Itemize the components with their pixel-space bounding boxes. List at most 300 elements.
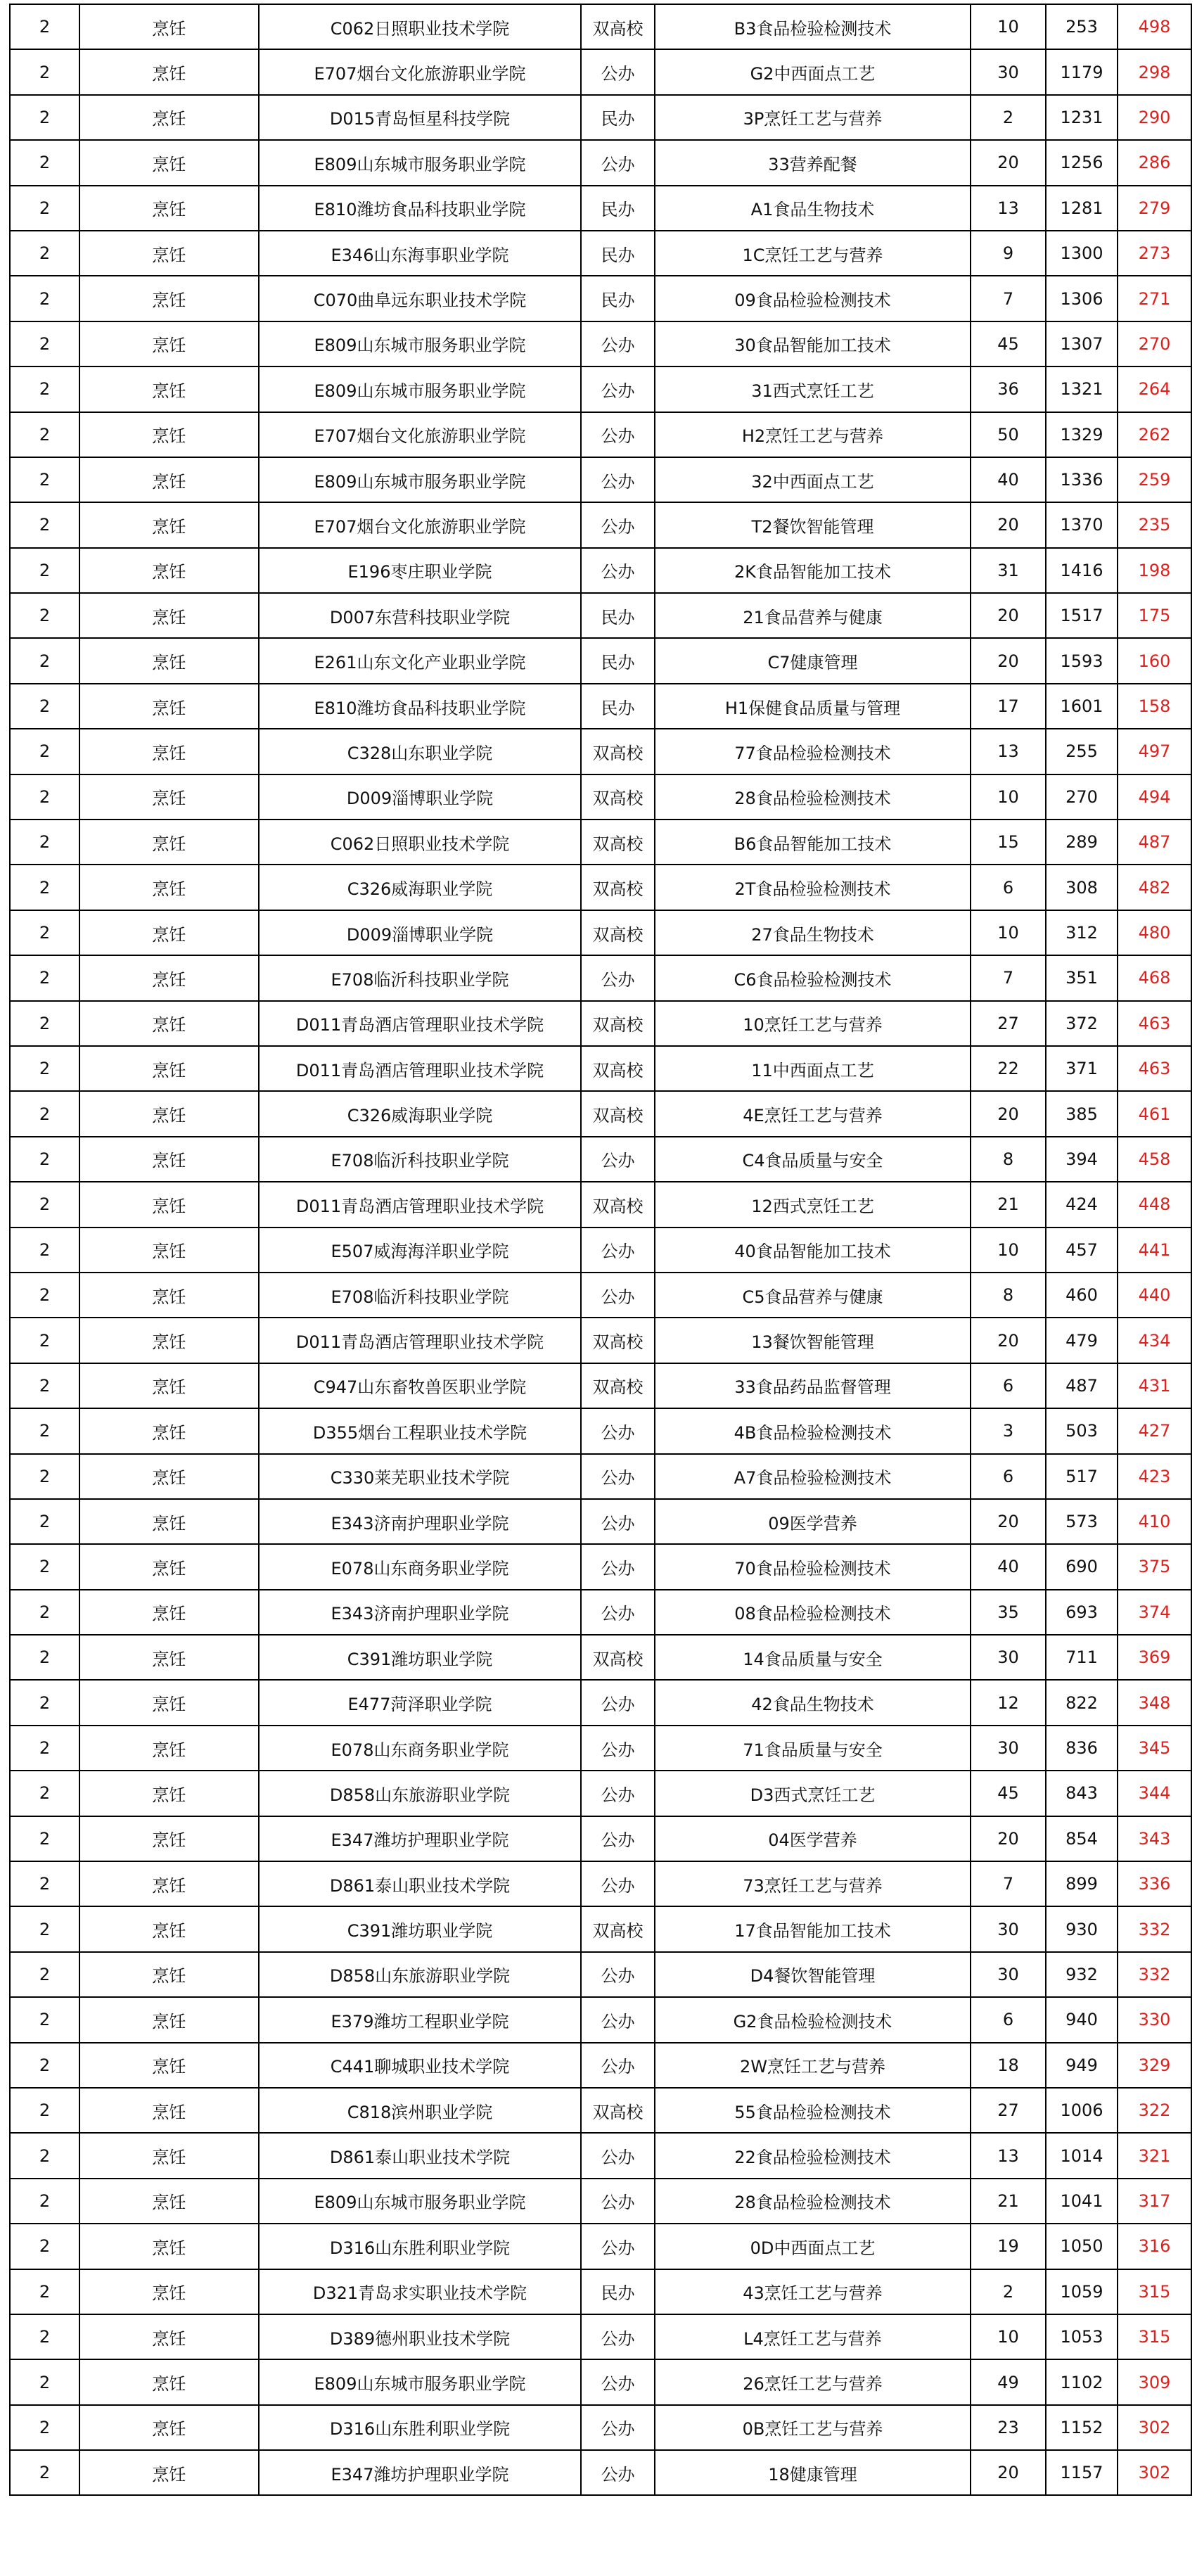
category-cell: 烹饪 <box>79 1091 259 1136</box>
score-cell: 332 <box>1118 1906 1191 1951</box>
batch-cell: 2 <box>10 1137 79 1182</box>
major-cell: 2T食品检验检测技术 <box>655 865 971 910</box>
major-cell: H1保健食品质量与管理 <box>655 684 971 729</box>
category-cell: 烹饪 <box>79 2269 259 2314</box>
rank-cell: 385 <box>1046 1091 1118 1136</box>
rank-cell: 1307 <box>1046 321 1118 366</box>
batch-cell: 2 <box>10 502 79 547</box>
major-cell: D4餐饮智能管理 <box>655 1952 971 1997</box>
table-row <box>10 2224 1191 2269</box>
table-row <box>10 1816 1191 1861</box>
major-cell: 09食品检验检测技术 <box>655 276 971 321</box>
plan-count-cell: 20 <box>971 502 1046 547</box>
rank-cell: 1300 <box>1046 231 1118 276</box>
rank-cell: 253 <box>1046 4 1118 49</box>
category-cell: 烹饪 <box>79 457 259 502</box>
category-cell: 烹饪 <box>79 2179 259 2224</box>
school-type-cell: 民办 <box>581 638 655 683</box>
rank-cell: 843 <box>1046 1771 1118 1816</box>
table-row <box>10 95 1191 140</box>
major-cell: 0B烹饪工艺与营养 <box>655 2405 971 2450</box>
table-row <box>10 2450 1191 2495</box>
category-cell: 烹饪 <box>79 2314 259 2359</box>
school-cell: E343济南护理职业学院 <box>259 1590 581 1635</box>
score-cell: 158 <box>1118 684 1191 729</box>
school-type-cell: 公办 <box>581 1499 655 1544</box>
school-type-cell: 公办 <box>581 1861 655 1906</box>
major-cell: 2W烹饪工艺与营养 <box>655 2043 971 2088</box>
school-type-cell: 公办 <box>581 1228 655 1273</box>
rank-cell: 1006 <box>1046 2088 1118 2133</box>
category-cell: 烹饪 <box>79 684 259 729</box>
rank-cell: 690 <box>1046 1544 1118 1589</box>
plan-count-cell: 7 <box>971 276 1046 321</box>
category-cell: 烹饪 <box>79 2359 259 2404</box>
plan-count-cell: 50 <box>971 412 1046 457</box>
plan-count-cell: 21 <box>971 2179 1046 2224</box>
rank-cell: 1231 <box>1046 95 1118 140</box>
batch-cell: 2 <box>10 2359 79 2404</box>
plan-count-cell: 45 <box>971 321 1046 366</box>
school-cell: D011青岛酒店管理职业技术学院 <box>259 1046 581 1091</box>
major-cell: 13餐饮智能管理 <box>655 1318 971 1363</box>
table-row <box>10 276 1191 321</box>
school-type-cell: 公办 <box>581 2359 655 2404</box>
rank-cell: 1041 <box>1046 2179 1118 2224</box>
category-cell: 烹饪 <box>79 1906 259 1951</box>
category-cell: 烹饪 <box>79 1273 259 1318</box>
school-cell: D316山东胜利职业学院 <box>259 2224 581 2269</box>
major-cell: 12西式烹饪工艺 <box>655 1182 971 1227</box>
school-type-cell: 公办 <box>581 1771 655 1816</box>
batch-cell: 2 <box>10 1997 79 2042</box>
major-cell: 09医学营养 <box>655 1499 971 1544</box>
plan-count-cell: 10 <box>971 1228 1046 1273</box>
batch-cell: 2 <box>10 1952 79 1997</box>
plan-count-cell: 30 <box>971 49 1046 94</box>
plan-count-cell: 17 <box>971 684 1046 729</box>
school-type-cell: 民办 <box>581 186 655 231</box>
plan-count-cell: 9 <box>971 231 1046 276</box>
batch-cell: 2 <box>10 1228 79 1273</box>
major-cell: C4食品质量与安全 <box>655 1137 971 1182</box>
major-cell: 30食品智能加工技术 <box>655 321 971 366</box>
table-row <box>10 49 1191 94</box>
score-cell: 458 <box>1118 1137 1191 1182</box>
batch-cell: 2 <box>10 366 79 412</box>
table-row <box>10 2179 1191 2224</box>
school-cell: E707烟台文化旅游职业学院 <box>259 49 581 94</box>
category-cell: 烹饪 <box>79 502 259 547</box>
school-type-cell: 双高校 <box>581 1046 655 1091</box>
school-cell: D011青岛酒店管理职业技术学院 <box>259 1001 581 1046</box>
category-cell: 烹饪 <box>79 1771 259 1816</box>
school-type-cell: 双高校 <box>581 729 655 774</box>
batch-cell: 2 <box>10 2224 79 2269</box>
category-cell: 烹饪 <box>79 1408 259 1453</box>
batch-cell: 2 <box>10 4 79 49</box>
school-cell: D389德州职业技术学院 <box>259 2314 581 2359</box>
batch-cell: 2 <box>10 1861 79 1906</box>
score-cell: 480 <box>1118 910 1191 955</box>
category-cell: 烹饪 <box>79 955 259 1000</box>
plan-count-cell: 31 <box>971 548 1046 593</box>
table-row <box>10 1046 1191 1091</box>
plan-count-cell: 30 <box>971 1952 1046 1997</box>
rank-cell: 854 <box>1046 1816 1118 1861</box>
school-cell: D861泰山职业技术学院 <box>259 1861 581 1906</box>
batch-cell: 2 <box>10 457 79 502</box>
school-type-cell: 公办 <box>581 2405 655 2450</box>
rank-cell: 517 <box>1046 1454 1118 1499</box>
rank-cell: 1050 <box>1046 2224 1118 2269</box>
major-cell: 71食品质量与安全 <box>655 1726 971 1771</box>
major-cell: 33食品药品监督管理 <box>655 1363 971 1408</box>
batch-cell: 2 <box>10 1590 79 1635</box>
rank-cell: 693 <box>1046 1590 1118 1635</box>
table-row <box>10 1635 1191 1680</box>
table-row <box>10 1590 1191 1635</box>
score-cell: 262 <box>1118 412 1191 457</box>
rank-cell: 1593 <box>1046 638 1118 683</box>
major-cell: 21食品营养与健康 <box>655 593 971 638</box>
category-cell: 烹饪 <box>79 1228 259 1273</box>
table-row <box>10 457 1191 502</box>
category-cell: 烹饪 <box>79 1544 259 1589</box>
batch-cell: 2 <box>10 1771 79 1816</box>
table-row <box>10 820 1191 865</box>
score-cell: 321 <box>1118 2133 1191 2178</box>
rank-cell: 822 <box>1046 1680 1118 1725</box>
rank-cell: 1152 <box>1046 2405 1118 2450</box>
rank-cell: 1281 <box>1046 186 1118 231</box>
rank-cell: 371 <box>1046 1046 1118 1091</box>
school-type-cell: 民办 <box>581 276 655 321</box>
category-cell: 烹饪 <box>79 1952 259 1997</box>
table-row <box>10 4 1191 49</box>
major-cell: C6食品检验检测技术 <box>655 955 971 1000</box>
major-cell: 73烹饪工艺与营养 <box>655 1861 971 1906</box>
batch-cell: 2 <box>10 1091 79 1136</box>
school-cell: C818滨州职业学院 <box>259 2088 581 2133</box>
plan-count-cell: 6 <box>971 1454 1046 1499</box>
plan-count-cell: 30 <box>971 1726 1046 1771</box>
rank-cell: 1601 <box>1046 684 1118 729</box>
category-cell: 烹饪 <box>79 95 259 140</box>
school-cell: E708临沂科技职业学院 <box>259 1273 581 1318</box>
score-cell: 487 <box>1118 820 1191 865</box>
batch-cell: 2 <box>10 1816 79 1861</box>
major-cell: T2餐饮智能管理 <box>655 502 971 547</box>
school-cell: C070曲阜远东职业技术学院 <box>259 276 581 321</box>
score-cell: 271 <box>1118 276 1191 321</box>
category-cell: 烹饪 <box>79 1182 259 1227</box>
plan-count-cell: 20 <box>971 2450 1046 2495</box>
major-cell: B3食品检验检测技术 <box>655 4 971 49</box>
major-cell: C5食品营养与健康 <box>655 1273 971 1318</box>
major-cell: 55食品检验检测技术 <box>655 2088 971 2133</box>
category-cell: 烹饪 <box>79 1816 259 1861</box>
school-cell: D009淄博职业学院 <box>259 774 581 820</box>
plan-count-cell: 20 <box>971 1816 1046 1861</box>
plan-count-cell: 6 <box>971 1363 1046 1408</box>
table-row <box>10 1726 1191 1771</box>
table-row <box>10 1952 1191 1997</box>
batch-cell: 2 <box>10 1318 79 1363</box>
score-cell: 290 <box>1118 95 1191 140</box>
category-cell: 烹饪 <box>79 1680 259 1725</box>
category-cell: 烹饪 <box>79 2043 259 2088</box>
major-cell: D3西式烹饪工艺 <box>655 1771 971 1816</box>
table-row <box>10 1091 1191 1136</box>
school-cell: E708临沂科技职业学院 <box>259 955 581 1000</box>
plan-count-cell: 49 <box>971 2359 1046 2404</box>
score-cell: 348 <box>1118 1680 1191 1725</box>
score-cell: 309 <box>1118 2359 1191 2404</box>
category-cell: 烹饪 <box>79 910 259 955</box>
major-cell: 10烹饪工艺与营养 <box>655 1001 971 1046</box>
school-cell: E809山东城市服务职业学院 <box>259 140 581 185</box>
major-cell: L4烹饪工艺与营养 <box>655 2314 971 2359</box>
plan-count-cell: 13 <box>971 2133 1046 2178</box>
batch-cell: 2 <box>10 1046 79 1091</box>
school-type-cell: 双高校 <box>581 1363 655 1408</box>
plan-count-cell: 8 <box>971 1137 1046 1182</box>
table-row <box>10 774 1191 820</box>
table-row <box>10 2088 1191 2133</box>
table-row <box>10 2359 1191 2404</box>
category-cell: 烹饪 <box>79 638 259 683</box>
school-cell: E477菏泽职业学院 <box>259 1680 581 1725</box>
table-row <box>10 1906 1191 1951</box>
admission-table <box>9 4 1192 2496</box>
table-row <box>10 1454 1191 1499</box>
major-cell: 40食品智能加工技术 <box>655 1228 971 1273</box>
school-cell: D316山东胜利职业学院 <box>259 2405 581 2450</box>
major-cell: 08食品检验检测技术 <box>655 1590 971 1635</box>
batch-cell: 2 <box>10 1635 79 1680</box>
batch-cell: 2 <box>10 2088 79 2133</box>
rank-cell: 1416 <box>1046 548 1118 593</box>
score-cell: 375 <box>1118 1544 1191 1589</box>
rank-cell: 424 <box>1046 1182 1118 1227</box>
plan-count-cell: 2 <box>971 95 1046 140</box>
school-cell: C326威海职业学院 <box>259 865 581 910</box>
school-cell: E379潍坊工程职业学院 <box>259 1997 581 2042</box>
table-row <box>10 1997 1191 2042</box>
table-row <box>10 1182 1191 1227</box>
school-type-cell: 双高校 <box>581 4 655 49</box>
table-row <box>10 140 1191 185</box>
batch-cell: 2 <box>10 1499 79 1544</box>
major-cell: 17食品智能加工技术 <box>655 1906 971 1951</box>
score-cell: 175 <box>1118 593 1191 638</box>
school-type-cell: 双高校 <box>581 1318 655 1363</box>
category-cell: 烹饪 <box>79 1454 259 1499</box>
table-row <box>10 1318 1191 1363</box>
rank-cell: 270 <box>1046 774 1118 820</box>
batch-cell: 2 <box>10 2314 79 2359</box>
batch-cell: 2 <box>10 865 79 910</box>
batch-cell: 2 <box>10 1906 79 1951</box>
school-cell: E809山东城市服务职业学院 <box>259 2359 581 2404</box>
batch-cell: 2 <box>10 1001 79 1046</box>
school-cell: D355烟台工程职业技术学院 <box>259 1408 581 1453</box>
category-cell: 烹饪 <box>79 729 259 774</box>
score-cell: 345 <box>1118 1726 1191 1771</box>
major-cell: 31西式烹饪工艺 <box>655 366 971 412</box>
score-cell: 316 <box>1118 2224 1191 2269</box>
table-row <box>10 1861 1191 1906</box>
major-cell: 18健康管理 <box>655 2450 971 2495</box>
major-cell: 27食品生物技术 <box>655 910 971 955</box>
score-cell: 259 <box>1118 457 1191 502</box>
school-type-cell: 公办 <box>581 2179 655 2224</box>
score-cell: 317 <box>1118 2179 1191 2224</box>
category-cell: 烹饪 <box>79 366 259 412</box>
school-cell: E343济南护理职业学院 <box>259 1499 581 1544</box>
rank-cell: 372 <box>1046 1001 1118 1046</box>
school-type-cell: 双高校 <box>581 2088 655 2133</box>
score-cell: 410 <box>1118 1499 1191 1544</box>
table-row <box>10 1273 1191 1318</box>
school-type-cell: 公办 <box>581 2224 655 2269</box>
table-row <box>10 2314 1191 2359</box>
school-type-cell: 双高校 <box>581 1182 655 1227</box>
major-cell: 26烹饪工艺与营养 <box>655 2359 971 2404</box>
category-cell: 烹饪 <box>79 4 259 49</box>
score-cell: 494 <box>1118 774 1191 820</box>
category-cell: 烹饪 <box>79 593 259 638</box>
plan-count-cell: 30 <box>971 1635 1046 1680</box>
batch-cell: 2 <box>10 412 79 457</box>
score-cell: 482 <box>1118 865 1191 910</box>
table-row <box>10 593 1191 638</box>
school-type-cell: 民办 <box>581 231 655 276</box>
major-cell: 77食品检验检测技术 <box>655 729 971 774</box>
rank-cell: 460 <box>1046 1273 1118 1318</box>
score-cell: 468 <box>1118 955 1191 1000</box>
score-cell: 330 <box>1118 1997 1191 2042</box>
school-type-cell: 公办 <box>581 2314 655 2359</box>
table-row <box>10 1680 1191 1725</box>
school-cell: E346山东海事职业学院 <box>259 231 581 276</box>
table-row <box>10 186 1191 231</box>
category-cell: 烹饪 <box>79 548 259 593</box>
school-type-cell: 公办 <box>581 1952 655 1997</box>
major-cell: C7健康管理 <box>655 638 971 683</box>
batch-cell: 2 <box>10 1454 79 1499</box>
school-type-cell: 公办 <box>581 2450 655 2495</box>
school-type-cell: 公办 <box>581 955 655 1000</box>
batch-cell: 2 <box>10 638 79 683</box>
rank-cell: 1336 <box>1046 457 1118 502</box>
plan-count-cell: 10 <box>971 910 1046 955</box>
school-cell: D858山东旅游职业学院 <box>259 1771 581 1816</box>
table-row <box>10 231 1191 276</box>
score-cell: 332 <box>1118 1952 1191 1997</box>
score-cell: 302 <box>1118 2450 1191 2495</box>
major-cell: 4E烹饪工艺与营养 <box>655 1091 971 1136</box>
category-cell: 烹饪 <box>79 231 259 276</box>
table-row <box>10 865 1191 910</box>
school-type-cell: 民办 <box>581 95 655 140</box>
category-cell: 烹饪 <box>79 140 259 185</box>
batch-cell: 2 <box>10 1408 79 1453</box>
school-cell: C326威海职业学院 <box>259 1091 581 1136</box>
batch-cell: 2 <box>10 1680 79 1725</box>
score-cell: 298 <box>1118 49 1191 94</box>
plan-count-cell: 15 <box>971 820 1046 865</box>
plan-count-cell: 19 <box>971 2224 1046 2269</box>
category-cell: 烹饪 <box>79 820 259 865</box>
batch-cell: 2 <box>10 774 79 820</box>
batch-cell: 2 <box>10 1726 79 1771</box>
plan-count-cell: 18 <box>971 2043 1046 2088</box>
plan-count-cell: 10 <box>971 2314 1046 2359</box>
batch-cell: 2 <box>10 955 79 1000</box>
rank-cell: 1179 <box>1046 49 1118 94</box>
school-type-cell: 公办 <box>581 1590 655 1635</box>
batch-cell: 2 <box>10 2179 79 2224</box>
plan-count-cell: 35 <box>971 1590 1046 1635</box>
plan-count-cell: 40 <box>971 1544 1046 1589</box>
score-cell: 329 <box>1118 2043 1191 2088</box>
score-cell: 441 <box>1118 1228 1191 1273</box>
plan-count-cell: 6 <box>971 1997 1046 2042</box>
rank-cell: 308 <box>1046 865 1118 910</box>
school-cell: E809山东城市服务职业学院 <box>259 321 581 366</box>
plan-count-cell: 36 <box>971 366 1046 412</box>
school-type-cell: 双高校 <box>581 910 655 955</box>
school-type-cell: 公办 <box>581 2133 655 2178</box>
score-cell: 369 <box>1118 1635 1191 1680</box>
school-cell: C947山东畜牧兽医职业学院 <box>259 1363 581 1408</box>
rank-cell: 836 <box>1046 1726 1118 1771</box>
category-cell: 烹饪 <box>79 865 259 910</box>
school-type-cell: 民办 <box>581 684 655 729</box>
major-cell: 43烹饪工艺与营养 <box>655 2269 971 2314</box>
school-type-cell: 双高校 <box>581 1635 655 1680</box>
plan-count-cell: 20 <box>971 593 1046 638</box>
rank-cell: 1157 <box>1046 2450 1118 2495</box>
score-cell: 286 <box>1118 140 1191 185</box>
table-row <box>10 638 1191 683</box>
category-cell: 烹饪 <box>79 276 259 321</box>
school-cell: E507威海海洋职业学院 <box>259 1228 581 1273</box>
category-cell: 烹饪 <box>79 2133 259 2178</box>
plan-count-cell: 8 <box>971 1273 1046 1318</box>
rank-cell: 711 <box>1046 1635 1118 1680</box>
school-type-cell: 公办 <box>581 2043 655 2088</box>
score-cell: 427 <box>1118 1408 1191 1453</box>
category-cell: 烹饪 <box>79 49 259 94</box>
batch-cell: 2 <box>10 276 79 321</box>
category-cell: 烹饪 <box>79 1363 259 1408</box>
score-cell: 440 <box>1118 1273 1191 1318</box>
school-cell: D321青岛求实职业技术学院 <box>259 2269 581 2314</box>
score-cell: 322 <box>1118 2088 1191 2133</box>
rank-cell: 1059 <box>1046 2269 1118 2314</box>
major-cell: 4B食品检验检测技术 <box>655 1408 971 1453</box>
plan-count-cell: 3 <box>971 1408 1046 1453</box>
school-cell: E707烟台文化旅游职业学院 <box>259 502 581 547</box>
table-row <box>10 1544 1191 1589</box>
major-cell: 14食品质量与安全 <box>655 1635 971 1680</box>
major-cell: A1食品生物技术 <box>655 186 971 231</box>
table-row <box>10 955 1191 1000</box>
school-cell: E261山东文化产业职业学院 <box>259 638 581 683</box>
